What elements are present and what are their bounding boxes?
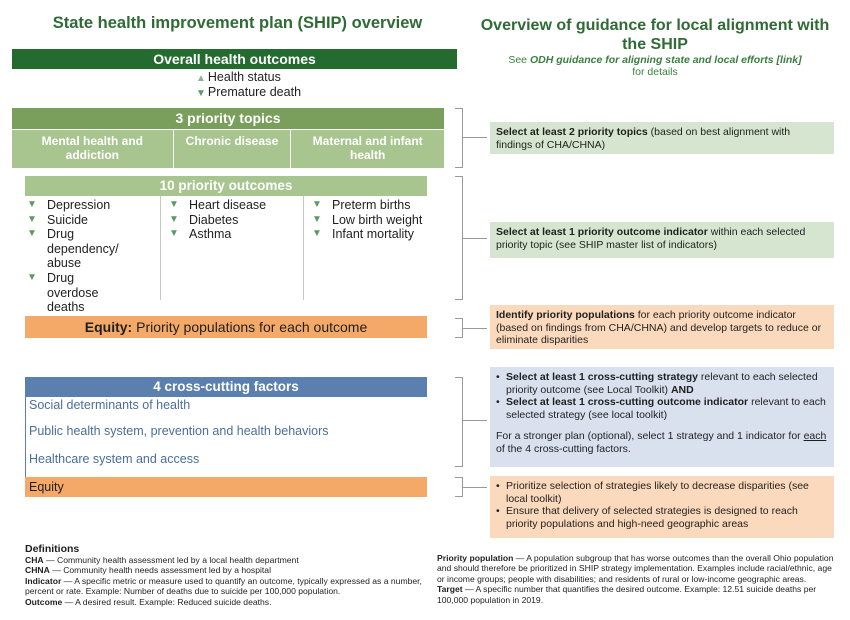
outcome-item: ▼ Drug overdose deaths xyxy=(27,270,99,315)
guidance-crosscutting xyxy=(490,367,834,467)
bracket-connector xyxy=(463,238,487,239)
outcome-item: ▼ Drug dependency/ abuse xyxy=(27,227,119,271)
column-divider xyxy=(160,196,161,300)
guidance-equity xyxy=(490,476,834,538)
arrow-down-icon: ▼ xyxy=(27,199,37,210)
list-item: • Select at least 1 cross-cutting outcome indicator relevant to each selected strategy (see local toolkit) xyxy=(496,396,828,421)
outcomes-column-mental xyxy=(25,198,155,315)
outcomes-column-maternal xyxy=(310,198,450,242)
outcome-item: ▼ Suicide xyxy=(27,212,88,227)
definition-item: Target — A specific number that quantifies the desired outcome. Example: 12.51 suicide deaths per 100,000 population in 2019. xyxy=(437,584,817,605)
definitions-right xyxy=(437,553,837,605)
arrow-down-icon: ▼ xyxy=(169,213,179,225)
arrow-down-icon: ▼ xyxy=(27,271,37,283)
outcome-item: ▼ Preterm births xyxy=(312,198,411,212)
definition-item: CHA — Community health assessment led by a local health department xyxy=(25,555,299,565)
topic-chronic-disease: Chronic disease xyxy=(173,130,291,168)
ship-overview-title: State health improvement plan (SHIP) overview xyxy=(52,14,423,32)
guidance-priority-topics: Select at least 2 priority topics (based on best alignment with findings of CHA/CHNA) xyxy=(490,122,834,154)
priority-topics-row xyxy=(12,130,444,168)
crosscutting-equity: Equity xyxy=(25,477,427,497)
topic-mental-health: Mental health and addiction xyxy=(41,134,143,162)
guidance-optional-note: For a stronger plan (optional), select 1 strategy and 1 indicator for each of the 4 cross-cutting factors. xyxy=(496,430,827,455)
guidance-priority-outcomes: Select at least 1 priority outcome indicator within each selected priority topic (see SHIP master list of indicators) xyxy=(490,222,834,258)
bracket-connector xyxy=(463,420,487,421)
list-item: • Select at least 1 cross-cutting strategy relevant to each selected priority outcome (see Local Toolkit) AND xyxy=(496,371,828,396)
overall-item-premature-death: ▼ Premature death xyxy=(196,85,302,99)
odh-guidance-link[interactable]: ODH guidance for aligning state and local efforts [link] xyxy=(529,54,802,66)
definition-item: Indicator — A specific metric or measure used to quantify an outcome, typically expressed as a number, percent or rate. Example: Number of deaths due to suicide per 100,000 population. xyxy=(25,575,422,597)
crosscutting-item-public-health: Public health system, prevention and health behaviors xyxy=(29,424,329,438)
outcomes-column-chronic xyxy=(167,198,297,242)
guidance-priority-populations: Identify priority populations for each priority outcome indicator (based on findings from CHA/CHNA) and develop targets to reduce or eliminate disparities xyxy=(490,305,834,349)
arrow-down-icon: ▼ xyxy=(312,199,322,210)
arrow-down-icon: ▼ xyxy=(169,228,179,240)
bracket-connector xyxy=(463,137,487,138)
bracket xyxy=(455,108,463,168)
outcome-item: ▼ Infant mortality xyxy=(312,227,414,242)
outcome-item: ▼ Low birth weight xyxy=(312,212,423,227)
outcome-item: ▼ Diabetes xyxy=(169,212,239,227)
bracket xyxy=(455,318,463,338)
bracket xyxy=(455,377,463,467)
definition-item: Priority population — A population subgroup that has worse outcomes than the overall Ohio population and should therefore be prioritized in SHIP strategy implementation. Examples include racial/ethnic, age or income groups; people with disabilities; and residents of rural or low-income geographic areas. xyxy=(437,553,834,584)
outcome-item: ▼ Heart disease xyxy=(169,198,267,212)
bracket-connector xyxy=(463,487,487,488)
guidance-title: Overview of guidance for local alignment with the SHIP xyxy=(480,17,830,53)
topic-maternal-infant: Maternal and infant health xyxy=(290,130,444,168)
overall-outcomes-header: Overall health outcomes xyxy=(12,49,457,69)
crosscutting-item-sdoh: Social determinants of health xyxy=(29,398,191,412)
crosscutting-header: 4 cross-cutting factors xyxy=(25,377,427,397)
list-item: • Ensure that delivery of selected strategies is designed to reach priority populations and high-need geographic areas xyxy=(496,505,828,530)
bracket xyxy=(455,477,463,497)
arrow-down-icon: ▼ xyxy=(27,213,37,225)
arrow-down-icon: ▼ xyxy=(196,88,206,99)
equity-bar: Equity: Priority populations for each outcome xyxy=(25,316,427,338)
arrow-down-icon: ▼ xyxy=(27,228,37,240)
definitions xyxy=(25,543,425,607)
arrow-down-icon: ▼ xyxy=(169,199,179,210)
guidance-equity-list xyxy=(496,480,828,530)
bracket xyxy=(455,176,463,300)
arrow-down-icon: ▼ xyxy=(312,213,322,225)
outcome-item: ▼ Depression xyxy=(27,198,111,212)
outcome-item: ▼ Asthma xyxy=(169,227,232,242)
arrow-down-icon: ▼ xyxy=(312,228,322,240)
column-divider xyxy=(303,196,304,300)
priority-outcomes-header: 10 priority outcomes xyxy=(25,176,427,196)
arrow-up-icon: ▲ xyxy=(196,73,206,84)
definition-item: Outcome — A desired result. Example: Reduced suicide deaths. xyxy=(25,596,272,607)
bracket-connector xyxy=(463,328,487,329)
list-item: • Prioritize selection of strategies likely to decrease disparities (see local toolkit) xyxy=(496,480,828,505)
definition-item: CHNA — Community health needs assessment led by a hospital xyxy=(25,565,271,576)
guidance-subtitle: See ODH guidance for aligning state and local efforts [link] for details xyxy=(508,54,802,78)
overall-item-health-status: ▲ Health status xyxy=(196,70,281,84)
priority-topics-header: 3 priority topics xyxy=(12,108,444,129)
definitions-title: Definitions xyxy=(25,543,80,555)
guidance-crosscutting-list xyxy=(496,371,828,421)
crosscutting-item-healthcare: Healthcare system and access xyxy=(29,452,200,466)
